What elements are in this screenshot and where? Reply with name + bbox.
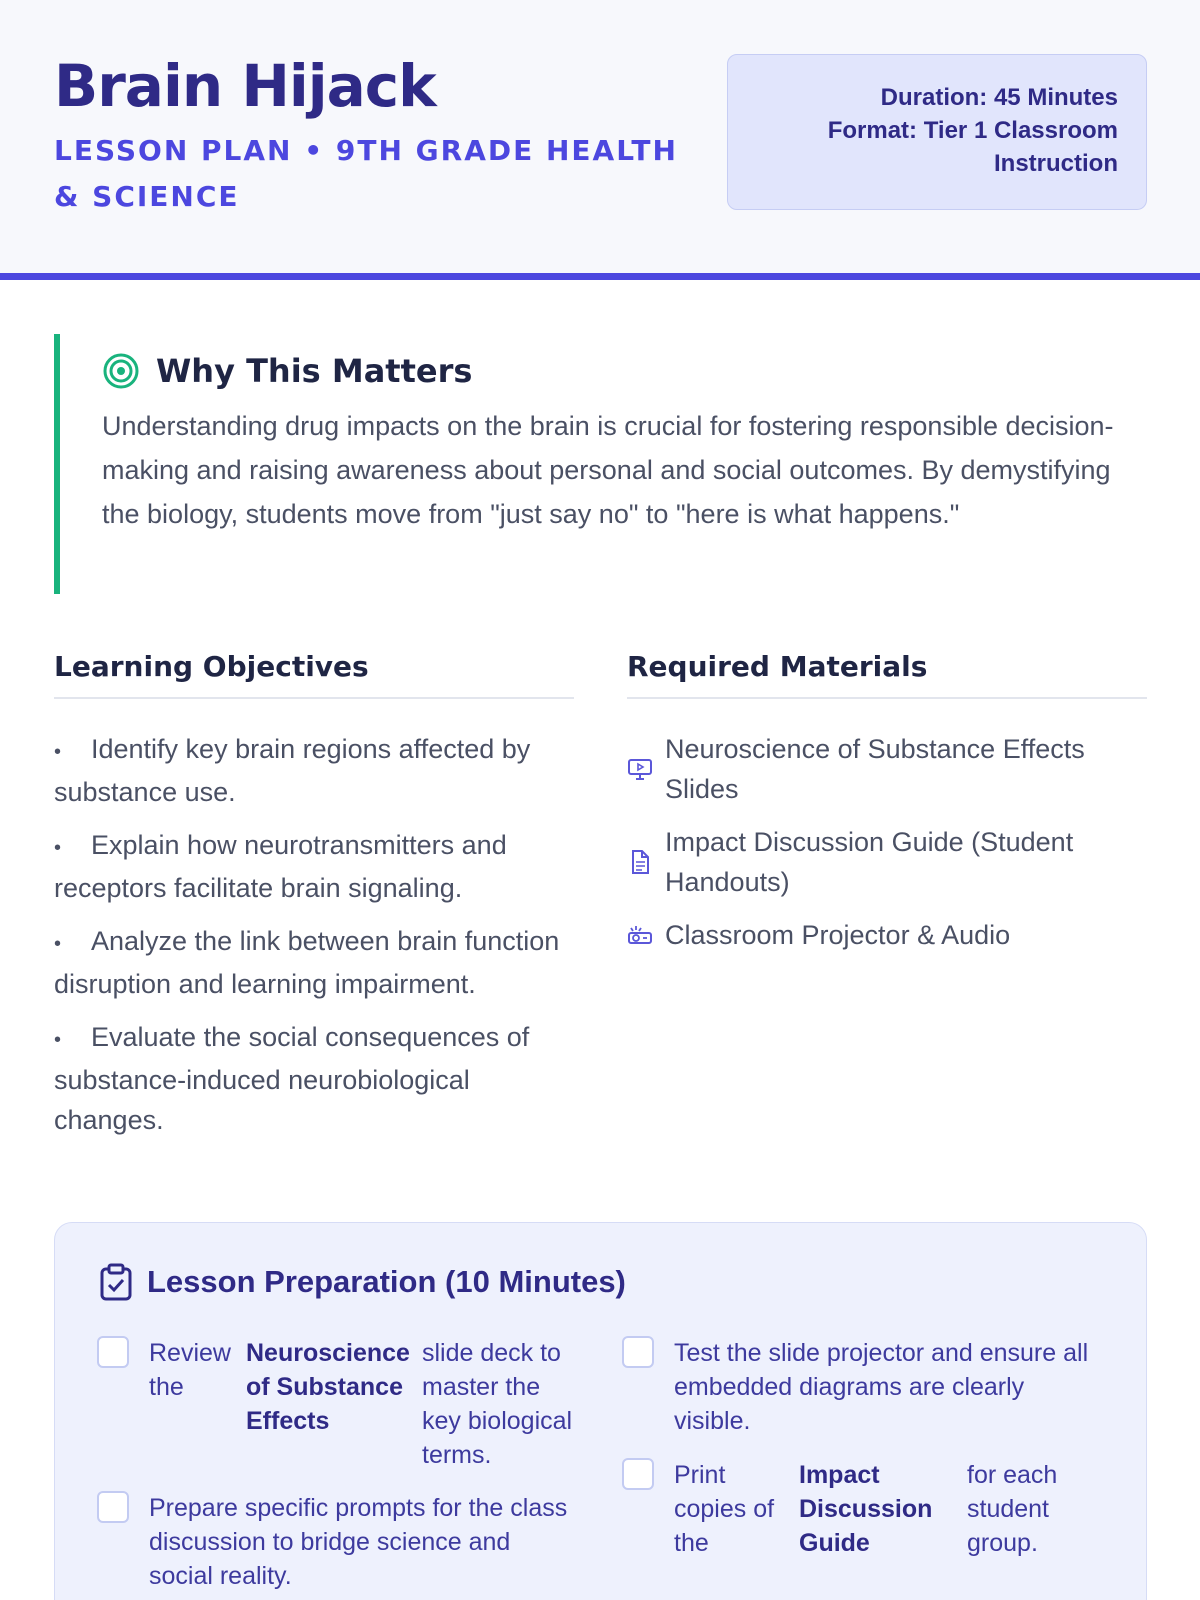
list-item: [54, 1017, 574, 1140]
why-text: Understanding drug impacts on the brain is crucial for fostering responsible decision-making and raising awareness about personal and social outcomes. By demystifying the biology, students move from "just say no" to "here is what happens.": [102, 411, 1114, 529]
why-title: Why This Matters: [156, 352, 473, 390]
objectives-list: [54, 729, 574, 1140]
task-text-part: Review the: [149, 1339, 231, 1401]
task-text-part: Print copies of the: [674, 1461, 775, 1557]
why-this-matters-section: [54, 334, 1147, 594]
bullet-icon: [54, 921, 91, 964]
format-label-line2: Instruction: [994, 150, 1118, 177]
task-text: Prepare specific prompts for the class discussion to bridge science and social reality.: [149, 1494, 568, 1590]
bullet-icon: [54, 729, 91, 772]
projector-icon: [627, 922, 653, 948]
task-checkbox[interactable]: [97, 1491, 129, 1523]
target-icon: [102, 352, 140, 390]
prep-task-1: [97, 1336, 597, 1472]
list-item: [54, 825, 574, 908]
task-checkbox[interactable]: [622, 1458, 654, 1490]
page-title: Brain Hijack: [54, 52, 436, 120]
prep-title: Lesson Preparation (10 Minutes): [147, 1264, 626, 1299]
prep-task-2: [97, 1491, 597, 1593]
page-subtitle: LESSON PLAN • 9TH GRADE HEALTH & SCIENCE: [54, 134, 678, 213]
task-text-part: slide deck to master the key biological terms.: [422, 1339, 573, 1469]
lesson-preparation-section: [54, 1222, 1147, 1600]
objective-text: Identify key brain regions affected by substance use.: [54, 734, 531, 807]
lesson-info-box: [727, 54, 1147, 210]
list-item: [627, 915, 1147, 955]
document-icon: [627, 849, 653, 875]
task-text: Test the slide projector and ensure all embedded diagrams are clearly visible.: [674, 1339, 1089, 1435]
prep-task-4: [622, 1458, 1112, 1560]
learning-objectives-section: [54, 650, 574, 1153]
material-label: Neuroscience of Substance Effects Slides: [665, 734, 1085, 804]
lesson-header: [0, 0, 1200, 280]
bullet-icon: [54, 825, 91, 868]
task-emphasis: Neuroscience of Substance Effects: [246, 1339, 410, 1435]
materials-list: [627, 729, 1147, 955]
list-item: [54, 729, 574, 812]
list-item: [627, 729, 1147, 809]
format-label-line1: Format: Tier 1 Classroom: [827, 117, 1118, 144]
task-text-part: for each student group.: [967, 1461, 1058, 1557]
presentation-icon: [627, 756, 653, 782]
prep-task-3: [622, 1336, 1112, 1438]
task-emphasis: Impact Discussion Guide: [799, 1461, 933, 1557]
materials-title: Required Materials: [627, 650, 1147, 699]
material-label: Classroom Projector & Audio: [665, 920, 1011, 950]
objective-text: Explain how neurotransmitters and receptors facilitate brain signaling.: [54, 830, 507, 903]
bullet-icon: [54, 1017, 91, 1060]
duration-label: Duration: 45 Minutes: [880, 84, 1118, 111]
task-checkbox[interactable]: [97, 1336, 129, 1368]
objective-text: Evaluate the social consequences of substance-induced neurobiological changes.: [54, 1022, 530, 1135]
list-item: [627, 822, 1147, 902]
prep-heading: [99, 1263, 1102, 1301]
material-label: Impact Discussion Guide (Student Handouts): [665, 827, 1074, 897]
objectives-title: Learning Objectives: [54, 650, 574, 699]
task-text: [674, 1458, 1077, 1560]
list-item: [54, 921, 574, 1004]
clipboard-check-icon: [99, 1263, 133, 1301]
task-checkbox[interactable]: [622, 1336, 654, 1368]
task-text: [149, 1336, 582, 1472]
why-heading: [102, 352, 1147, 390]
required-materials-section: [627, 650, 1147, 968]
objective-text: Analyze the link between brain function disruption and learning impairment.: [54, 926, 560, 999]
